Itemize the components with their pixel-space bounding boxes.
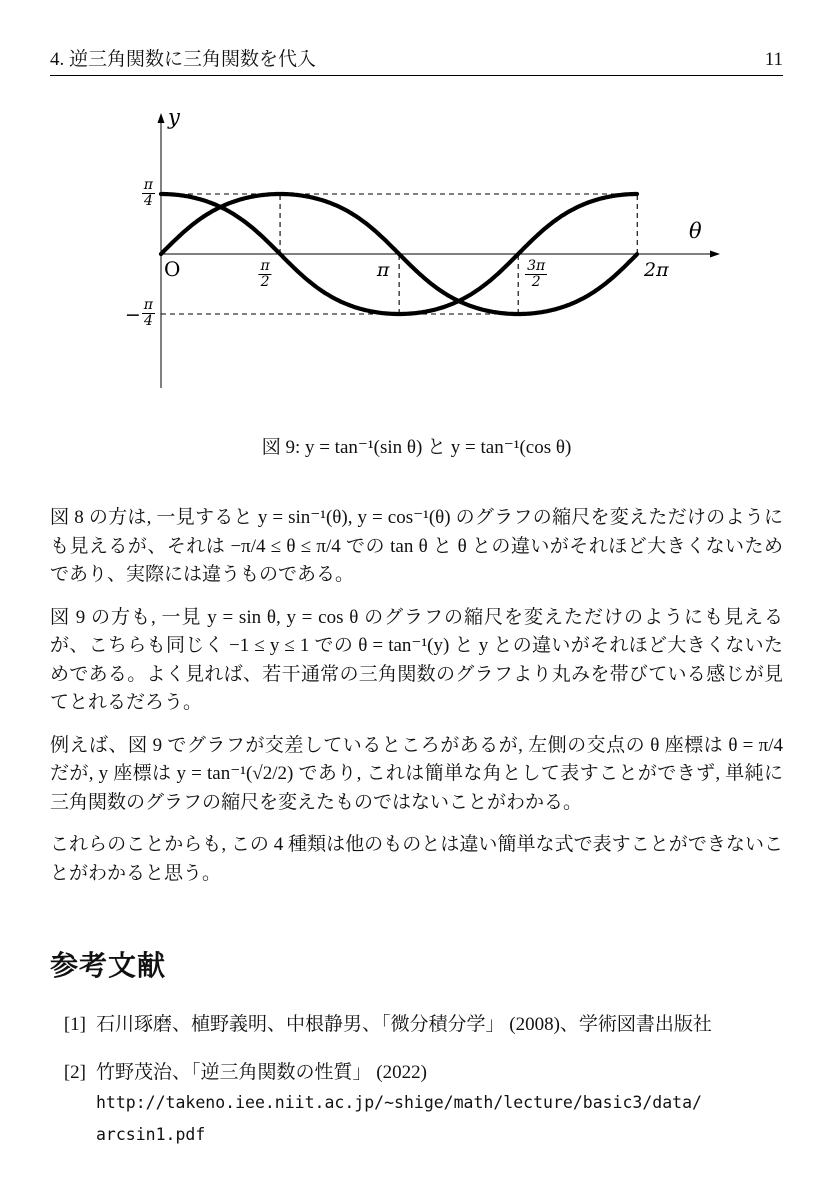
x-tick-label: 2π — [643, 259, 669, 281]
body-text — [50, 504, 783, 888]
x-tick-label: $\frac{\pi}{2}$ — [260, 258, 270, 291]
y-tick-label: $\frac{\pi}{4}$ — [143, 176, 153, 210]
paragraph-4: これらのことからも, この 4 種類は他のものとは違い簡単な式で表すことができないことがわかると思う。 — [50, 834, 783, 884]
reference-url-line: arcsin1.pdf — [96, 1125, 206, 1145]
y-axis-label: y — [168, 105, 180, 129]
references-heading: 参考文献 — [50, 950, 167, 981]
paragraph-1: 図 8 の方は, 一見すると y = sin⁻¹(θ), y = cos⁻¹(θ) のグラフの縮尺を変えただけのようにも見えるが、それは −π/4 ≤ θ ≤ π/4 での tan θ と θ との違いがそれほど大きくないためであり、実際には違うものである。 — [50, 507, 783, 585]
reference-url-line: http://takeno.iee.niit.ac.jp/~shige/math/lecture/basic3/data/ — [96, 1093, 702, 1112]
origin-label: O — [164, 257, 181, 281]
reference-item-2 — [50, 1059, 783, 1152]
figure-9-caption: 図 9: y = tan⁻¹(sin θ) と y = tan⁻¹(cos θ) — [261, 437, 572, 458]
references-section — [50, 944, 783, 1151]
reference-text: 石川琢磨、植野義明、中根静男、「微分積分学」 (2008)、学術図書出版社 — [96, 1014, 712, 1035]
x-tick-label: $\frac{3\pi}{2}$ — [527, 258, 546, 291]
paragraph-3: 例えば、図 9 でグラフが交差しているところがあるが, 左側の交点の θ 座標は θ = π/4 だが, y 座標は y = tan⁻¹(√2/2) であり, これは簡単な角として表すことができず, 単純に三角関数のグラフの縮尺を変えたものではないことがわかる。 — [50, 734, 783, 813]
chart-canvas — [115, 109, 740, 401]
figure-9 — [50, 105, 783, 459]
section-title: 4. 逆三角関数に三角関数を代入 — [50, 49, 317, 70]
reference-body — [96, 1059, 783, 1152]
paragraph-2: 図 9 の方も, 一見 y = sin θ, y = cos θ のグラフの縮尺を変えただけのようにも見えるが、こちらも同じく −1 ≤ y ≤ 1 での θ = tan⁻¹(y) と y との違いがそれほど大きくないためである。よく見れば、若干通常の三角関数のグラフより丸みを帯びている感じが見てとれるだろう。 — [50, 606, 783, 713]
page-header — [50, 44, 783, 76]
reference-item-1 — [50, 1011, 783, 1040]
x-axis-label: θ — [689, 219, 702, 243]
x-tick-label: π — [376, 259, 390, 281]
y-tick-label: − $\frac{\pi}{4}$ — [124, 297, 153, 330]
reference-marker: [2] — [63, 1061, 86, 1083]
reference-marker: [1] — [63, 1014, 86, 1035]
figure-9-chart — [115, 105, 740, 401]
page-number: 11 — [764, 49, 783, 70]
reference-text: 竹野茂治、「逆三角関数の性質」 (2022) — [96, 1061, 427, 1083]
